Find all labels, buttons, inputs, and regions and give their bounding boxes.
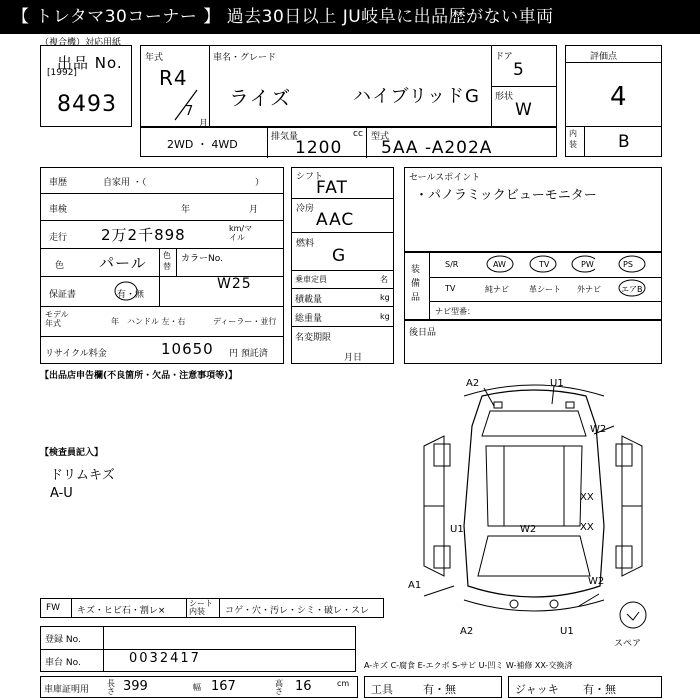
jack-box <box>508 676 662 698</box>
doors-label: ドア <box>495 52 513 62</box>
certificate-label: 車庫証明用 <box>44 685 90 695</box>
gross-unit: kg <box>380 312 390 321</box>
interior-value: B <box>618 132 631 152</box>
len-value: 399 <box>123 679 148 694</box>
notes-label: 【出品店申告欄(不良箇所・欠品・注意事項等)】 <box>40 371 238 381</box>
name-change-label: 名変期限 <box>295 333 332 343</box>
sales-point-label: セールスポイント <box>409 173 481 183</box>
page-banner: 【 トレタマ30コーナー 】 過去30日以上 JU岐阜に出品歴がない車両 <box>0 0 700 34</box>
recycle-unit: 円 預託済 <box>229 349 268 359</box>
load-unit: kg <box>380 293 390 302</box>
model-code-value: 5AA -A202A <box>381 138 493 158</box>
wid-label: 幅 <box>193 683 201 692</box>
spec-row <box>140 127 557 157</box>
score-label: 評価点 <box>590 52 618 62</box>
mark-9: A1 <box>408 580 422 591</box>
displacement-value: 1200 <box>295 138 343 158</box>
color-no-label: カラーNo. <box>181 254 223 264</box>
equip-pw: PW <box>581 260 594 269</box>
color-change-label: 色替 <box>163 251 171 271</box>
displacement-unit: cc <box>353 129 363 139</box>
handle-text: ハンドル 左・右 <box>127 317 186 326</box>
equip-ext-navi: 外ナビ <box>577 285 601 294</box>
equip-tv: TV <box>539 260 550 269</box>
year-label: 年式 <box>145 53 164 63</box>
mark-11: U1 <box>560 626 574 637</box>
doors-value: 5 <box>513 60 525 80</box>
model-name: ライズ <box>229 86 292 110</box>
equip-aw: AW <box>493 260 506 269</box>
year-month-unit: 月 <box>199 119 209 129</box>
hgt-label: 高さ <box>275 679 283 696</box>
year-value: R4 <box>159 66 188 90</box>
warranty-text: 有・無 <box>117 290 145 300</box>
name-change-unit: 月日 <box>344 353 363 363</box>
jack-value: 有・無 <box>583 683 616 696</box>
mark-3: W2 <box>590 424 607 435</box>
year-month: 7 <box>185 104 195 119</box>
lot-code: [1992] <box>47 68 77 78</box>
color-label: 色 <box>55 261 65 271</box>
sales-point-value: ・パノラミックビューモニター <box>415 188 597 203</box>
mark-10: A2 <box>460 626 474 637</box>
recycle-value: 10650 <box>161 340 214 358</box>
fw-scratch: キズ・ヒビ石・割レ× <box>77 606 166 616</box>
fw-label: FW <box>46 603 61 613</box>
displacement-label: 排気量 <box>271 132 299 142</box>
fw-seat: シート内装 <box>189 599 213 616</box>
color-no-value: W25 <box>217 276 252 292</box>
history-text: 自家用 ・（ <box>103 178 147 188</box>
chassis-label: 車台 No. <box>45 658 81 668</box>
mileage-label: 走行 <box>49 233 68 243</box>
spare-label: スペア <box>614 639 642 649</box>
interior-label: 内装 <box>569 129 577 149</box>
later-items-box <box>404 320 662 364</box>
color-value: パール <box>99 254 147 272</box>
equipment-label: 装備品 <box>411 265 421 303</box>
score-value: 4 <box>610 82 628 112</box>
recycle-label: リサイクル料金 <box>45 349 107 359</box>
ac-value: AAC <box>316 210 355 230</box>
equipment-box <box>404 252 662 320</box>
certificate-row <box>40 676 358 698</box>
fuel-label: 燃料 <box>296 239 315 249</box>
mark-7: W2 <box>520 524 537 535</box>
mark-8: W2 <box>588 576 605 587</box>
hgt-value: 16 <box>295 679 312 694</box>
chassis-value: 0032417 <box>129 651 201 666</box>
jack-label: ジャッキ <box>515 683 559 696</box>
sub-header: （複合機）対応用紙 <box>40 38 122 48</box>
model-label: 車名・グレード <box>213 53 277 63</box>
history-close: ） <box>255 178 265 188</box>
registration-box <box>40 626 356 672</box>
tools-box <box>364 676 502 698</box>
inspector-note-1: ドリムキズ <box>50 468 115 483</box>
load-label: 積載量 <box>295 295 323 305</box>
dealer-text: ディーラー・並行 <box>213 317 277 326</box>
tools-label: 工具 <box>371 683 393 696</box>
gross-label: 総重量 <box>295 314 323 324</box>
lot-label: 出品 No. <box>57 54 123 72</box>
shape-label: 形状 <box>495 92 514 102</box>
equip-sr: S/R <box>445 260 459 269</box>
model-year-label: モデル年式 <box>45 310 69 328</box>
inspection-month: 月 <box>249 205 259 215</box>
later-items-label: 後日品 <box>409 328 437 338</box>
mid-box <box>291 167 394 364</box>
registration-label: 登録 No. <box>45 635 81 645</box>
equip-airbag: エアB <box>621 285 643 294</box>
equip-navi: 純ナビ <box>485 285 509 294</box>
tools-value: 有・無 <box>423 683 456 696</box>
lot-number: 8493 <box>57 92 117 117</box>
sales-point-box <box>404 167 662 252</box>
fw-row <box>40 598 384 618</box>
capacity-unit: 名 <box>380 275 388 284</box>
spare-tire-icon <box>618 600 648 636</box>
mark-4: XX <box>580 492 594 503</box>
shift-label: シフト <box>296 172 324 182</box>
car-diagram <box>404 376 662 636</box>
model-year-unit: 年 <box>111 317 119 326</box>
history-label: 車歴 <box>49 178 68 188</box>
inspector-note-2: A-U <box>50 486 73 501</box>
shape-value: W <box>515 100 533 120</box>
wid-value: 167 <box>211 679 236 694</box>
score-box <box>565 45 662 157</box>
capacity-label: 乗車定員 <box>295 275 327 284</box>
mark-1: A2 <box>466 378 480 389</box>
mileage-value: 2万2千898 <box>101 226 186 244</box>
model-code-label: 型式 <box>371 132 390 142</box>
mileage-unit: km/マイル <box>229 224 253 242</box>
mark-6: U1 <box>450 524 464 535</box>
shift-value: FAT <box>316 178 348 198</box>
fw-stain: コゲ・穴・汚レ・シミ・破レ・スレ <box>225 606 370 616</box>
history-box <box>40 167 284 364</box>
warranty-label: 保証書 <box>49 290 77 300</box>
model-grade: ハイブリッドG <box>353 86 480 107</box>
cert-unit: cm <box>337 679 350 688</box>
navi-model-label: ナビ型番： <box>435 307 475 316</box>
fuel-value: G <box>332 246 347 266</box>
inspection-label: 車検 <box>49 205 68 215</box>
drive-text: 2WD ・ 4WD <box>167 138 238 151</box>
inspector-label: 【検査員記入】 <box>40 448 104 458</box>
equip-tv2: TV <box>445 284 456 293</box>
lot-box <box>40 45 132 127</box>
model-box <box>140 45 557 127</box>
equip-leather: 革シート <box>529 285 561 294</box>
equip-ps: PS <box>623 260 633 269</box>
len-label: 長さ <box>107 679 115 696</box>
mark-5: XX <box>580 522 594 533</box>
mark-2: U1 <box>550 378 564 389</box>
ac-label: 冷房 <box>296 204 315 214</box>
damage-legend: A-キズ C-腐食 E-エクボ S-サビ U-凹ミ W-補修 XX-交換済 <box>364 661 573 670</box>
inspection-year: 年 <box>181 205 191 215</box>
